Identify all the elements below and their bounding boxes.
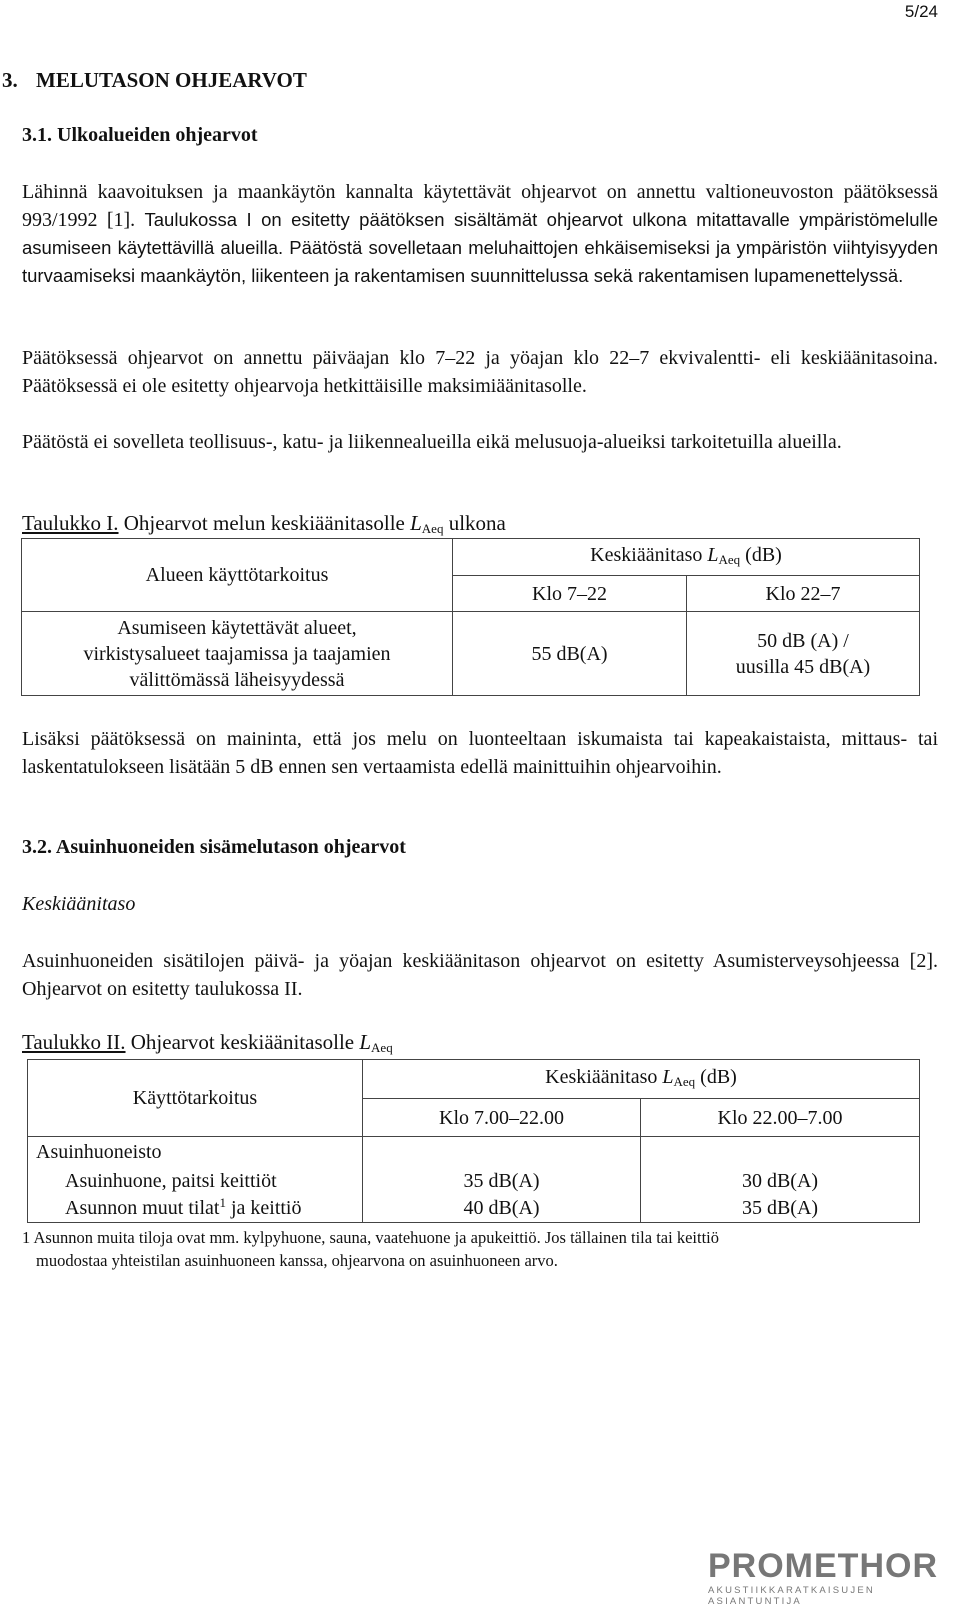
table-2-group-day [363,1137,641,1167]
table-1-row-night-line-1: 50 dB (A) / [757,629,849,652]
paragraph-1 [22,178,938,290]
table-2-caption-symbol: L [359,1030,372,1054]
table-1-header-level-unit: (dB) [745,543,782,566]
table-1-header-day: Klo 7–22 [453,576,687,612]
paragraph-2: Päätöksessä ohjearvot on annettu päiväajan klo 7–22 ja yöajan klo 22–7 ekvivalentti- eli keskiäänitasoina. Päätöksessä ei ole esitetty ohjearvoja hetkittäisille maksimiäänitasolle. [22,347,938,397]
table-2-row-2-night: 35 dB(A) [641,1195,920,1223]
section-number: 3. [2,68,18,92]
table-1-row-label-line-3: välittömässä läheisyydessä [129,668,345,691]
section-title: MELUTASON OHJEARVOT [36,68,307,92]
footnote-line-2: muodostaa yhteistilan asuinhuoneen kanssa, ohjearvona on asuinhuoneen arvo. [36,1251,558,1270]
table-1-row-night-line-2: uusilla 45 dB(A) [735,655,871,678]
table-2-group-label: Asuinhuoneisto [28,1137,363,1167]
table-row [22,612,920,696]
table-2-row-2-label-b: ja keittiö [230,1197,302,1220]
footnote-line-1: 1 Asunnon muita tiloja ovat mm. kylpyhuone, sauna, vaatehuone ja apukeittiö. Jos tällainen tila tai keittiö [22,1228,719,1247]
table-2-group-night [641,1137,920,1167]
table-2-header-level [363,1060,920,1099]
table-2-header-level-symbol: L [662,1065,674,1088]
page-number: 5/24 [904,2,938,21]
paragraph-5: Asuinhuoneiden sisätilojen päivä- ja yöajan keskiäänitason ohjearvot on esitetty Asumisterveysohjeessa [2]. Ohjearvot on esitetty taulukossa II. [22,950,938,1000]
table-1-header-level [453,539,920,576]
table-1-caption-label: Taulukko I. [22,511,119,535]
table-2-header-use: Käyttötarkoitus [28,1060,363,1137]
table-1 [21,538,920,696]
table-2 [27,1059,920,1223]
table-row [28,1167,920,1195]
subheading-keskiaanitaso: Keskiäänitaso [22,893,136,915]
table-2-row-1-label: Asuinhuone, paitsi keittiöt [28,1167,363,1195]
table-2-caption-text: Ohjearvot keskiäänitasolle [130,1030,355,1054]
table-1-caption-symbol: L [410,511,422,535]
section-heading-3 [2,68,307,93]
table-1-header-use: Alueen käyttötarkoitus [22,539,453,612]
table-1-header-level-symbol: L [707,543,719,566]
paragraph-3: Päätöstä ei sovelleta teollisuus-, katu- ja liikennealueilla eikä melusuoja-alueiksi tarkoitetuilla alueilla. [22,431,842,453]
paragraph-4: Lisäksi päätöksessä on maininta, että jos melu on luonteeltaan iskumaista tai kapeakaistaista, mittaus- tai laskentatulokseen lisätään 5 dB ennen sen vertaamista edellä mainittuihin ohjearvoihin. [22,728,938,778]
table-1-caption [22,511,506,537]
table-2-header-level-text: Keskiäänitaso [545,1065,658,1088]
paragraph-1b: Taulukossa I on esitetty päätöksen sisältämät ohjearvot ulkona mitattavalle ympäristömelulle asumiseen käytettävillä alueilla. Päätöstä sovelletaan meluhaittojen ehkäisemiseksi ja ympäristön viihtyisyyden turvaamiseksi maankäytön, liikenteen ja rakentamisen suunnittelussa sekä rakentamisen lupamenettelyssä. [22,209,938,286]
table-row [28,1195,920,1223]
table-1-header-level-sub: Aeq [718,551,741,567]
table-1-row-night [687,612,920,696]
paragraph-1a: Lähinnä kaavoituksen ja maankäytön kannalta käytettävät ohjearvot on annettu valtioneuvoston päätöksessä 993/1992 [1]. [22,181,938,231]
table-2-header-night: Klo 22.00–7.00 [641,1099,920,1137]
table-1-row-day: 55 dB(A) [453,612,687,696]
table-1-row-label [22,612,453,696]
table-2-caption-sub: Aeq [371,1040,393,1055]
table-1-header-level-text: Keskiäänitaso [590,543,703,566]
table-2-header-level-unit: (dB) [700,1065,737,1088]
table-1-caption-text: Ohjearvot melun keskiäänitasolle [123,511,405,535]
logo-tagline: AKUSTIIKKARATKAISUJEN ASIANTUNTIJA [708,1585,875,1607]
logo-wordmark: PROMETHOR [708,1547,938,1585]
table-2-row-2-day: 40 dB(A) [363,1195,641,1223]
table-2-caption [22,1030,393,1056]
table-2-caption-label: Taulukko II. [22,1030,126,1054]
table-2-row-1-day: 35 dB(A) [363,1167,641,1195]
table-row [28,1137,920,1167]
table-2-row-2-label [28,1195,363,1223]
table-1-caption-sub: Aeq [421,521,444,536]
table-1-header-night: Klo 22–7 [687,576,920,612]
table-2-row-2-label-a: Asunnon muut tilat [65,1197,220,1220]
table-2-header-day: Klo 7.00–22.00 [363,1099,641,1137]
table-2-row-1-night: 30 dB(A) [641,1167,920,1195]
promethor-logo [708,1547,938,1607]
section-heading-3-1: 3.1. Ulkoalueiden ohjearvot [22,124,258,146]
footnote [22,1226,938,1272]
table-1-caption-tail: ulkona [448,511,506,535]
table-1-row-label-line-2: virkistysalueet taajamissa ja taajamien [83,642,391,665]
table-2-header-level-sub: Aeq [673,1073,696,1089]
table-1-row-label-line-1: Asumiseen käytettävät alueet, [117,616,357,639]
section-heading-3-2: 3.2. Asuinhuoneiden sisämelutason ohjearvot [22,836,406,858]
table-2-row-2-sup: 1 [219,1195,226,1211]
